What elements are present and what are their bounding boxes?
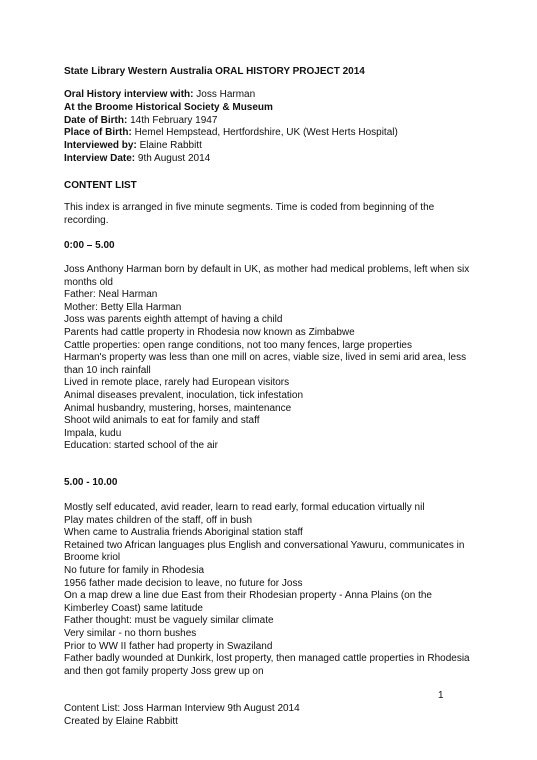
list-item: When came to Australia friends Aboriginal station staff <box>64 527 303 539</box>
meta-date-of-birth: Date of Birth: 14th February 1947 <box>64 114 218 126</box>
list-item: Play mates children of the staff, off in bush <box>64 514 253 526</box>
list-item: Retained two African languages plus English and conversational Yawuru, communicates in Broome kriol <box>64 539 465 564</box>
meta-location: At the Broome Historical Society & Museum <box>64 101 273 113</box>
meta-interviewee: Oral History interview with: Joss Harman <box>64 89 256 100</box>
list-item: Mostly self educated, avid reader, learn to read early, formal education virtually nil <box>64 502 425 513</box>
list-item: Cattle properties: open range conditions, not too many fences, large properties <box>64 339 412 351</box>
list-item: Mother: Betty Ella Harman <box>64 301 182 313</box>
list-item: Shoot wild animals to eat for family and staff <box>64 415 260 427</box>
list-item: Father thought: must be vaguely similar climate <box>64 615 274 627</box>
meta-interviewer: Interviewed by: Elaine Rabbitt <box>64 140 202 152</box>
list-item: Parents had cattle property in Rhodesia now known as Zimbabwe <box>64 326 355 338</box>
list-item: No future for family in Rhodesia <box>64 564 205 576</box>
meta-interview-date: Interview Date: 9th August 2014 <box>64 152 211 164</box>
list-item: Impala, kudu <box>64 427 122 439</box>
list-item: Animal husbandry, mustering, horses, maintenance <box>64 402 292 414</box>
list-item: Very similar - no thorn bushes <box>64 627 197 639</box>
meta-place-of-birth: Place of Birth: Hemel Hempstead, Hertfordshire, UK (West Herts Hospital) <box>64 127 398 139</box>
footer-line: Created by Elaine Rabbitt <box>64 715 178 727</box>
list-item: Education: started school of the air <box>64 440 218 452</box>
footer-line: Content List: Joss Harman Interview 9th August 2014 <box>64 703 300 714</box>
segment-list <box>64 264 474 453</box>
segment-list <box>64 502 474 678</box>
list-item: On a map drew a line due East from their Rhodesian property - Anna Plains (on the Kimberley Coast) same latitude <box>64 590 432 614</box>
list-item: Joss Anthony Harman born by default in UK, as mother had medical problems, left when six months old <box>64 264 470 288</box>
content-list-heading: CONTENT LIST <box>64 180 137 191</box>
list-item: Prior to WW II father had property in Swaziland <box>64 640 273 652</box>
list-item: Joss was parents eighth attempt of having a child <box>64 314 283 326</box>
list-item: Lived in remote place, rarely had European visitors <box>64 377 290 389</box>
intro-paragraph: This index is arranged in five minute segments. Time is coded from beginning of the recording. <box>64 202 435 226</box>
page-footer <box>64 703 300 728</box>
page-number: 1 <box>438 690 444 701</box>
list-item: Father badly wounded at Dunkirk, lost property, then managed cattle properties in Rhodesia and then got family property Joss grew up on <box>64 653 470 677</box>
list-item: Animal diseases prevalent, inoculation, tick infestation <box>64 389 304 401</box>
segment-heading: 0:00 – 5.00 <box>64 240 115 251</box>
list-item: 1956 father made decision to leave, no future for Joss <box>64 577 303 589</box>
document-title: State Library Western Australia ORAL HISTORY PROJECT 2014 <box>64 66 365 77</box>
list-item: Father: Neal Harman <box>64 289 158 301</box>
segment-heading: 5.00 - 10.00 <box>64 477 118 488</box>
interview-metadata <box>64 89 398 166</box>
list-item: Harman's property was less than one mill on acres, viable size, lived in semi arid area, less than 10 inch rainfall <box>64 352 467 376</box>
